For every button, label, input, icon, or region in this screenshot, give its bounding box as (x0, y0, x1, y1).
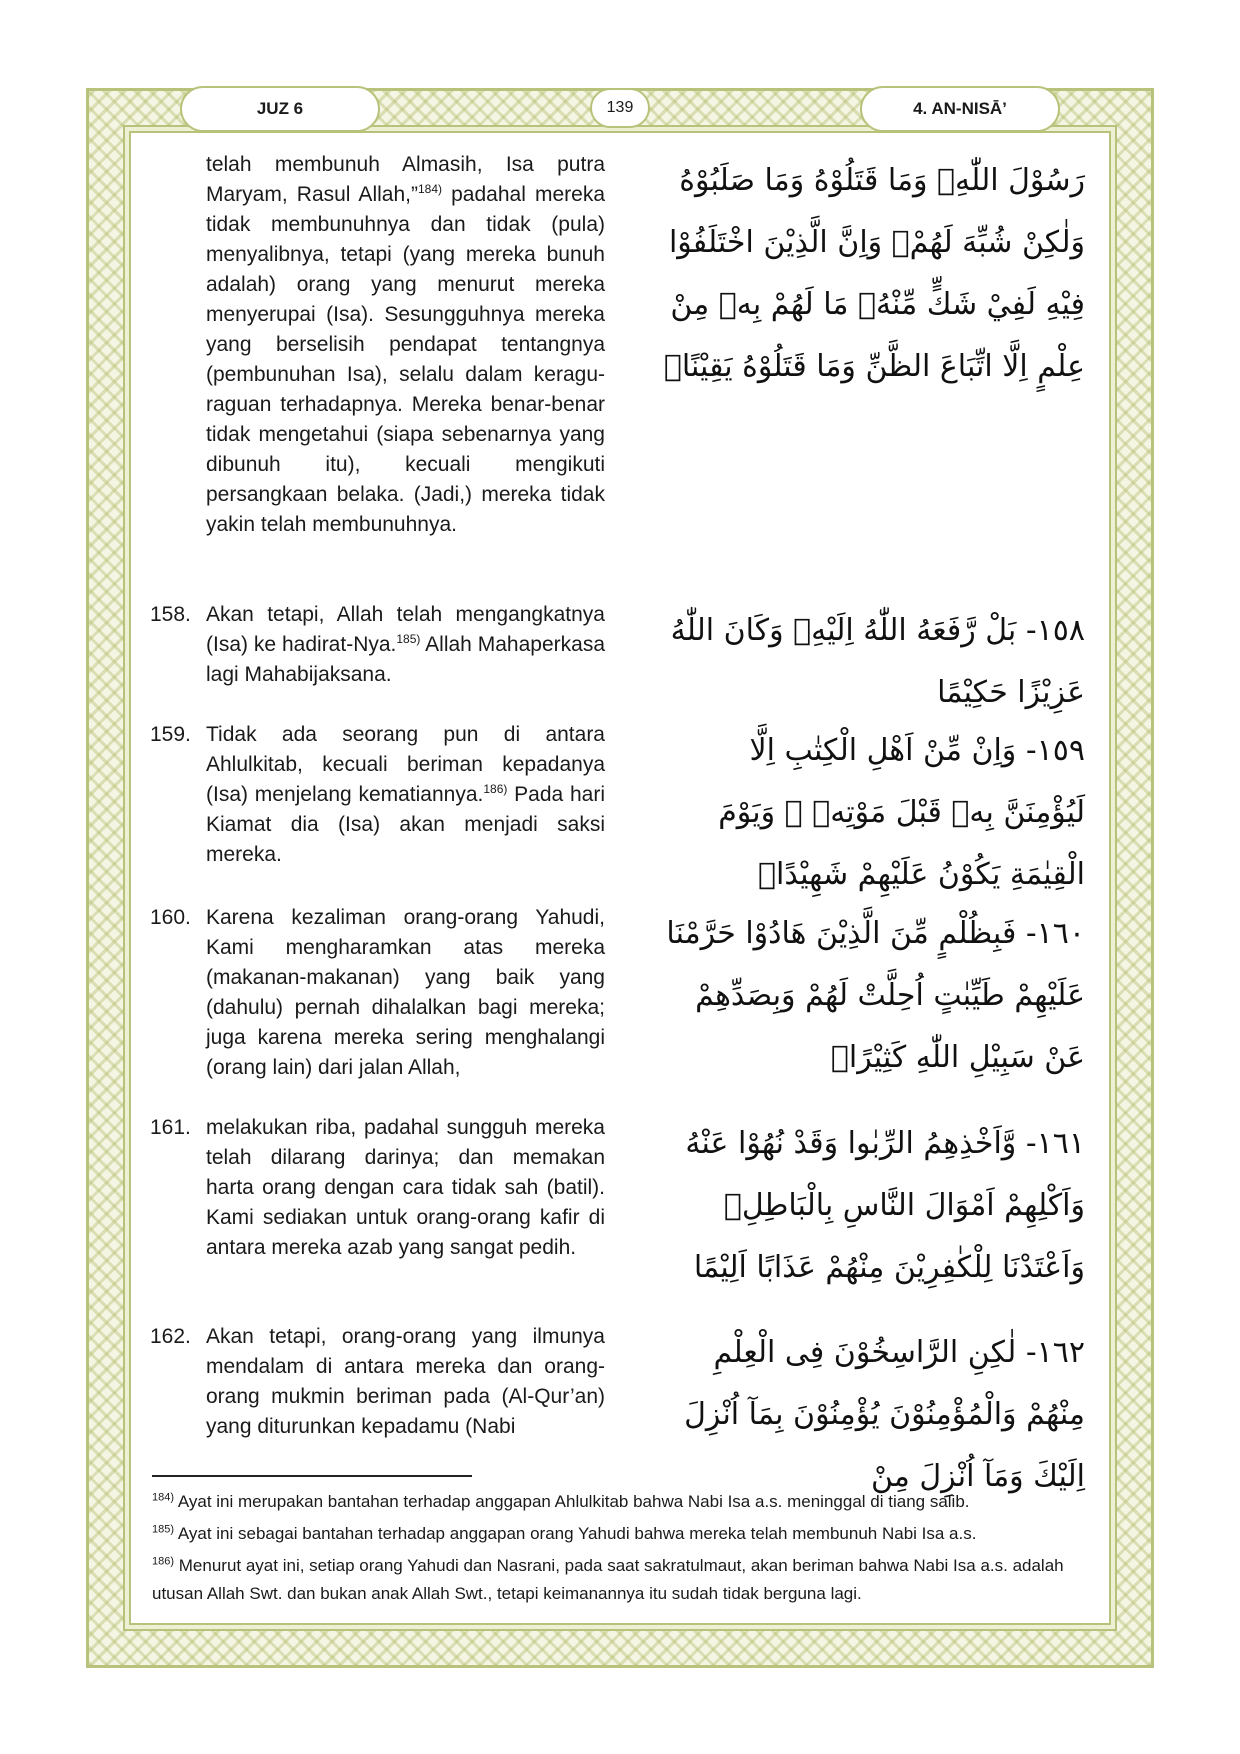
verse-160 (150, 903, 1085, 1089)
verse-translation (150, 1113, 605, 1299)
verse-159 (150, 720, 1085, 906)
verse-number: 159. (150, 723, 191, 746)
verse-number: 162. (150, 1325, 191, 1348)
surah-label: 4. AN-NISĀ’ (860, 86, 1060, 132)
arabic-text: ١٥٨- بَلْ رَّفَعَهُ اللّٰهُ اِلَيْهِۗ وَكَانَ اللّٰهُ عَزِيْزًا حَكِيْمًا (670, 613, 1085, 710)
arabic-text: ١٥٩- وَاِنْ مِّنْ اَهْلِ الْكِتٰبِ اِلَّا لَيُؤْمِنَنَّ بِهٖ قَبْلَ مَوْتِهٖ ۚ وَيَوْمَ الْقِيٰمَةِ يَكُوْنُ عَلَيْهِمْ شَهِيْدًاۚ (718, 733, 1085, 892)
translation-text: Akan tetapi, orang-orang yang ilmunya mendalam di antara mereka dan orang-orang mukmin beriman pada (Al-Qur’an) yang diturunkan kepadamu (Nabi (206, 1325, 605, 1438)
footnote-184 (152, 1488, 1087, 1516)
arabic-text: ١٦٠- فَبِظُلْمٍ مِّنَ الَّذِيْنَ هَادُوْا حَرَّمْنَا عَلَيْهِمْ طَيِّبٰتٍ اُحِلَّتْ لَهُمْ وَبِصَدِّهِمْ عَنْ سَبِيْلِ اللّٰهِ كَثِيْرًاۙ (666, 916, 1085, 1075)
verse-158 (150, 600, 1085, 724)
verse-number: 160. (150, 906, 191, 929)
page-number: 139 (590, 88, 650, 128)
arabic-text: ١٦١- وَّاَخْذِهِمُ الرِّبٰوا وَقَدْ نُهُوْا عَنْهُ وَاَكْلِهِمْ اَمْوَالَ النَّاسِ بِالْبَاطِلِۗ وَاَعْتَدْنَا لِلْكٰفِرِيْنَ مِنْهُمْ عَذَابًا اَلِيْمًا (685, 1126, 1085, 1285)
verse-translation (150, 600, 605, 724)
footnote-text: Ayat ini merupakan bantahan terhadap anggapan Ahlulkitab bahwa Nabi Isa a.s. meninggal di tiang salib. (177, 1492, 970, 1511)
arabic-text: رَسُوْلَ اللّٰهِۚ وَمَا قَتَلُوْهُ وَمَا صَلَبُوْهُ وَلٰكِنْ شُبِّهَ لَهُمْۗ وَاِنَّ الَّذِيْنَ اخْتَلَفُوْا فِيْهِ لَفِيْ شَكٍّ مِّنْهُۗ مَا لَهُمْ بِهٖ مِنْ عِلْمٍ اِلَّا اتِّبَاعَ الظَّنِّ وَمَا قَتَلُوْهُ يَقِيْنًاۢ (663, 163, 1085, 384)
footnote-text: Menurut ayat ini, setiap orang Yahudi dan Nasrani, pada saat sakratulmaut, akan beriman bahwa Nabi Isa a.s. adalah utusan Allah Swt. dan bukan anak Allah Swt., tetapi keimanannya itu sudah tidak berguna lagi. (152, 1556, 1064, 1603)
verse-162 (150, 1322, 1085, 1508)
juz-label: JUZ 6 (180, 86, 380, 132)
translation-text-cont: Allah Mahaperkasa lagi Mahabijaksana. (206, 633, 605, 686)
verse-translation (150, 720, 605, 906)
footnote-number: 184) (152, 1491, 175, 1504)
verse-number (150, 150, 206, 540)
verse-translation (150, 903, 605, 1089)
footnote-divider (152, 1475, 472, 1477)
translation-text: Tidak ada seorang pun di antara Ahlulkitab, kecuali beriman kepadanya (Isa) menjelang kematiannya. (206, 723, 605, 806)
translation-text: Karena kezaliman orang-orang Yahudi, Kami mengharamkan atas mereka (makanan-makanan) yang baik yang (dahulu) pernah dihalalkan bagi mereka; juga karena mereka sering menghalangi (orang lain) dari jalan Allah, (206, 906, 605, 1079)
verse-161 (150, 1113, 1085, 1299)
footnote-185 (152, 1520, 1087, 1548)
translation-text-cont: Pada hari Kiamat dia (Isa) akan menjadi saksi mereka. (206, 783, 605, 866)
arabic-text: ١٦٢- لٰكِنِ الرَّاسِخُوْنَ فِى الْعِلْمِ مِنْهُمْ وَالْمُؤْمِنُوْنَ يُؤْمِنُوْنَ بِمَآ اُنْزِلَ اِلَيْكَ وَمَآ اُنْزِلَ مِنْ (684, 1335, 1085, 1494)
footnote-186 (152, 1552, 1087, 1608)
footnotes (152, 1488, 1087, 1612)
footnote-text: Ayat ini sebagai bantahan terhadap anggapan orang Yahudi bahwa mereka telah membunuh Nabi Isa a.s. (177, 1524, 977, 1543)
translation-text-cont: padahal mereka tidak membunuhnya dan tidak (pula) menyalibnya, tetapi (yang mereka bunuh adalah) orang yang menurut mereka menyerupai (Isa). Sesungguhnya mereka yang berselisih pendapat tentangnya (pembunuhan Isa), selalu dalam keragu-raguan terhadapnya. Mereka benar-benar tidak mengetahui (siapa sebenarnya yang dibunuh itu), kecuali mengikuti persangkaan belaka. (Jadi,) mereka tidak yakin telah membunuhnya. (206, 183, 605, 536)
verse-translation (150, 150, 605, 540)
footnote-number: 186) (152, 1555, 175, 1568)
verse-157 (150, 150, 1085, 540)
translation-text: Akan tetapi, Allah telah mengangkatnya (Isa) ke hadirat-Nya. (206, 603, 605, 656)
verse-translation (150, 1322, 605, 1508)
footnote-number: 185) (152, 1523, 175, 1536)
footnote-ref: 185) (396, 632, 421, 646)
footnote-ref: 186) (483, 782, 508, 796)
footnote-ref: 184) (417, 182, 442, 196)
translation-text: telah membunuh Almasih, Isa putra Maryam, Rasul Allah,” (206, 153, 605, 206)
translation-text: melakukan riba, padahal sungguh mereka telah dilarang darinya; dan memakan harta orang dengan cara tidak sah (batil). Kami sediakan untuk orang-orang kafir di antara mereka azab yang sangat pedih. (206, 1116, 605, 1259)
verse-number: 158. (150, 603, 191, 626)
verse-number: 161. (150, 1116, 191, 1139)
